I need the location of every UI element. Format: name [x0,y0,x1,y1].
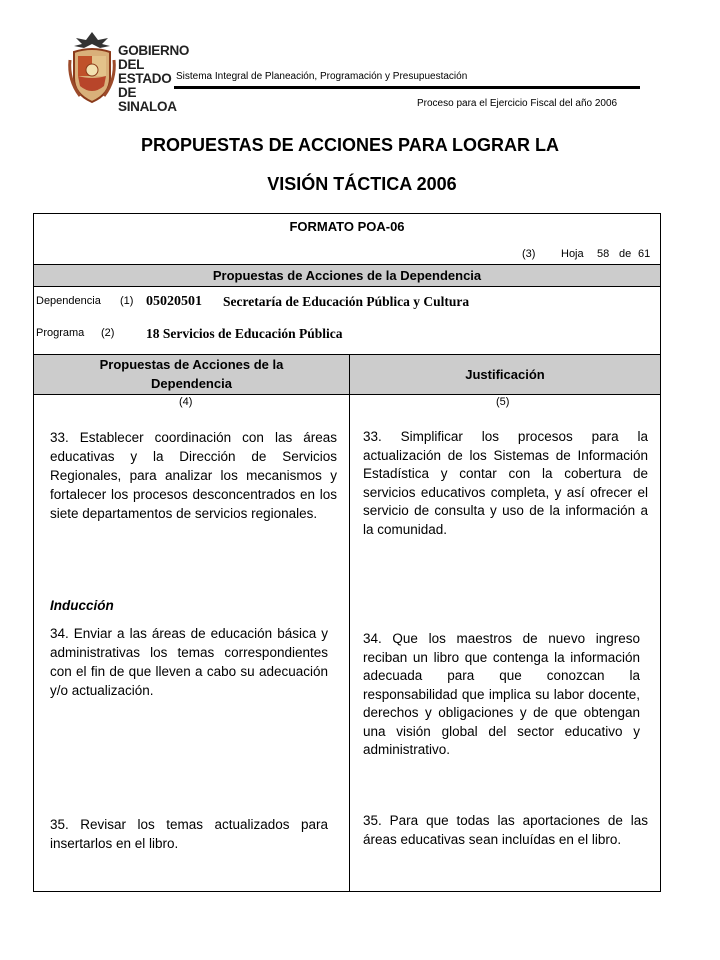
action-33: 33. Establecer coordinación con las áreas educativas y la Dirección de Servicios Regionales, para analizar los mecanismos y fortalecer los procesos desconcentrados en los siete departamentos de servicios regionales. [50,430,337,521]
justification-33: 33. Simplificar los procesos para la actualización de los Sistemas de Información Estadística y contar con la cobertura de servicios educativos completa, y así ofrecer el servicio de consulta y uso de la información a la comunidad. [363,429,648,537]
dependency-name: Secretaría de Educación Pública y Cultura [223,294,470,309]
column-ref-4: (4) [179,396,193,408]
sheet-of-label: de [619,248,632,260]
ref-3: (3) [522,248,536,260]
dependency-label: Dependencia [36,295,101,307]
column-header-band [34,354,660,395]
program-ref: (2) [101,327,115,339]
action-35: 35. Revisar los temas actualizados para insertarlos en el libro. [50,817,328,851]
sheet-label: Hoja [561,248,584,260]
government-logo [66,30,190,114]
page-title-line-1: PROPUESTAS DE ACCIONES PARA LOGRAR LA [140,135,560,155]
logo-wordmark: GOBIERNO DEL ESTADO DE SINALOA [118,43,190,114]
action-34: 34. Enviar a las áreas de educación básica y administrativas los temas correspondientes con el fin de que lleven a cabo su adecuación y/o actualización. [50,626,328,698]
header-rule [174,86,640,89]
column-header-actions: Propuestas de Acciones de la Dependencia [99,357,284,391]
column-header-justification: Justificación [465,367,545,382]
system-title: Sistema Integral de Planeación, Programación y Presupuestación [176,71,468,82]
page-title-line-2: VISIÓN TÁCTICA 2006 [267,174,457,194]
fiscal-process: Proceso para el Ejercicio Fiscal del año 2006 [417,98,618,109]
dependency-code: 05020501 [146,294,202,309]
section-title: Propuestas de Acciones de la Dependencia [34,264,660,287]
justification-35: 35. Para que todas las aportaciones de las áreas educativas sean incluídas en el libro. [363,813,648,847]
column-divider [349,394,350,892]
program-value: 18 Servicios de Educación Pública [146,326,343,341]
sheet-number: 58 [597,248,610,260]
state-coat-of-arms-icon [66,30,118,106]
column-ref-5: (5) [496,396,510,408]
dependency-ref: (1) [120,295,134,307]
subheading-induccion: Inducción [50,598,114,613]
form-frame [33,213,661,892]
format-code: FORMATO POA-06 [289,219,405,234]
sheet-total: 61 [638,248,651,260]
program-label: Programa [36,327,85,339]
justification-34: 34. Que los maestros de nuevo ingreso reciban un libro que contenga la información adecuada para que conozcan la responsabilidad que implica su labor docente, derechos y obligaciones y de que obtengan una visión global del sector educativo y administrativo. [363,631,640,757]
